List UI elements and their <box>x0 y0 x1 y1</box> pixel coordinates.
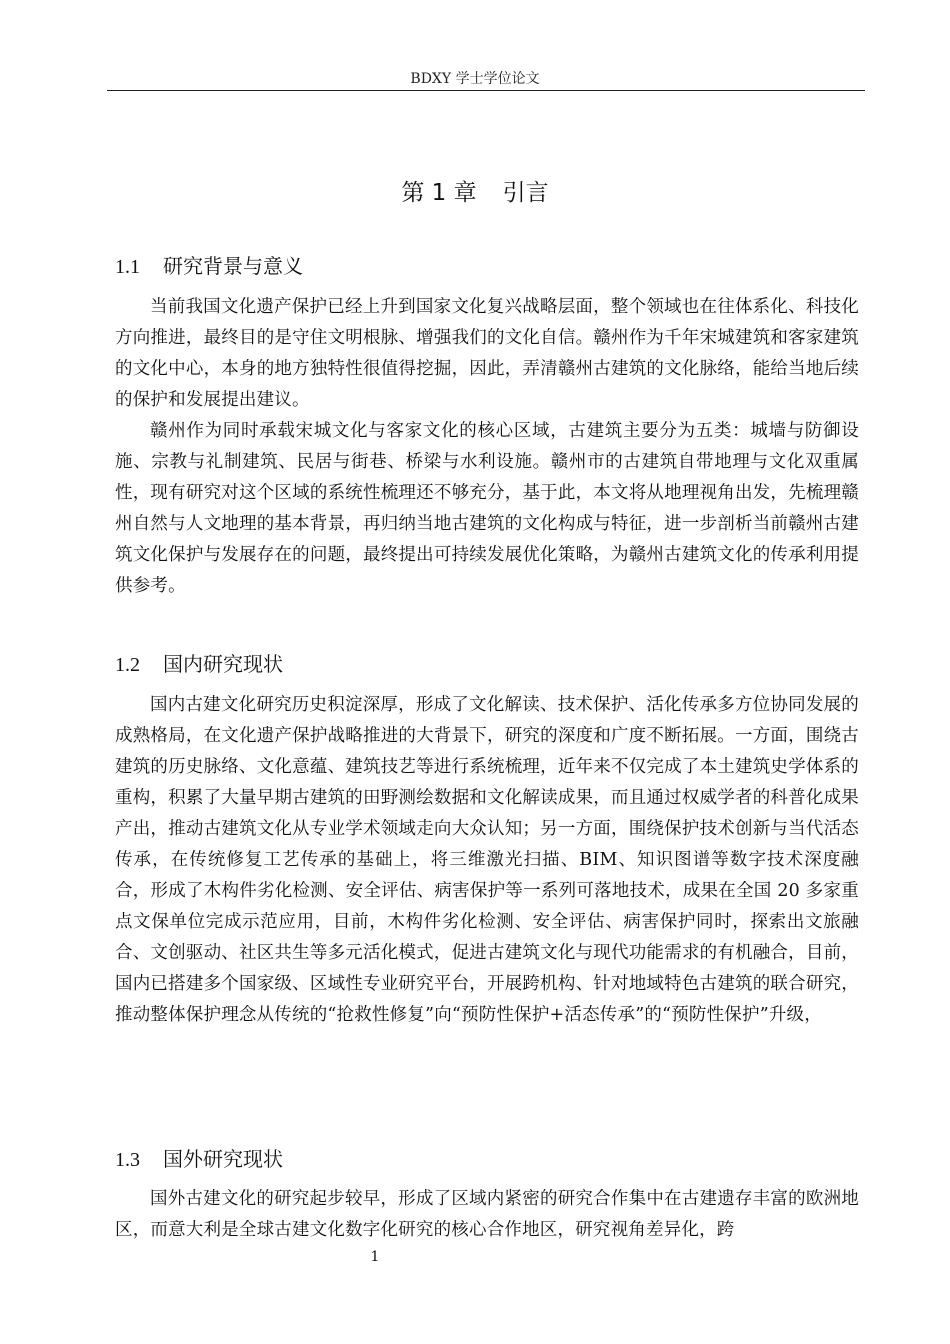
paragraph: 赣州作为同时承载宋城文化与客家文化的核心区域，古建筑主要分为五类：城墙与防御设施、宗教与礼制建筑、民居与街巷、桥梁与水利设施。赣州市的古建筑自带地理与文化双重属性，现有研究对这个区域的系统性梳理还不够充分，基于此，本文将从地理视角出发，先梳理赣州自然与人文地理的基本背景，再归纳当地古建筑的文化构成与特征，进一步剖析当前赣州古建筑文化保护与发展存在的问题，最终提出可持续发展优化策略，为赣州古建筑文化的传承利用提供参考。 <box>115 421 859 596</box>
section-heading-1-1 <box>115 253 303 280</box>
chapter-number: 第 1 章 <box>401 180 477 206</box>
section-heading-1-2 <box>115 651 283 678</box>
section-title-text: 国外研究现状 <box>163 1147 283 1171</box>
paragraph: 当前我国文化遗产保护已经上升到国家文化复兴战略层面，整个领域也在往体系化、科技化方向推进，最终目的是守住文明根脉、增强我们的文化自信。赣州作为千年宋城建筑和客家建筑的文化中心，本身的地方独特性很值得挖掘，因此，弄清赣州古建筑的文化脉络，能给当地后续的保护和发展提出建议。 <box>115 297 859 410</box>
section-title-text: 国内研究现状 <box>163 652 283 676</box>
section-number: 1.1 <box>115 256 140 278</box>
section-heading-1-3 <box>115 1146 283 1173</box>
chapter-name: 引言 <box>502 180 549 206</box>
chapter-title <box>0 178 950 208</box>
running-header: BDXY 学士学位论文 <box>410 71 540 87</box>
header-divider <box>107 90 865 91</box>
page-number: 1 <box>370 1249 380 1265</box>
paragraph: 国内古建文化研究历史积淀深厚，形成了文化解读、技术保护、活化传承多方位协同发展的成熟格局，在文化遗产保护战略推进的大背景下，研究的深度和广度不断拓展。一方面，围绕古建筑的历史脉络、文化意蕴、建筑技艺等进行系统梳理，近年来不仅完成了本土建筑史学体系的重构，积累了大量早期古建筑的田野测绘数据和文化解读成果，而且通过权威学者的科普化成果产出，推动古建筑文化从专业学术领域走向大众认知；另一方面，围绕保护技术创新与当代活态传承，在传统修复工艺传承的基础上，将三维激光扫描、BIM、知识图谱等数字技术深度融合，形成了木构件劣化检测、安全评估、病害保护等一系列可落地技术，成果在全国 20 多家重点文保单位完成示范应用，目前，木构件劣化检测、安全评估、病害保护同时，探索出文旅融合、文创驱动、社区共生等多元活化模式，促进古建筑文化与现代功能需求的有机融合，目前，国内已搭建多个国家级、区域性专业研究平台，开展跨机构、针对地域特色古建筑的联合研究，推动整体保护理念从传统的“抢救性修复”向“预防性保护+活态传承”的“预防性保护”升级， <box>115 695 859 1025</box>
section-title-text: 研究背景与意义 <box>163 254 303 278</box>
section-number: 1.3 <box>115 1149 140 1171</box>
section-number: 1.2 <box>115 654 140 676</box>
paragraph: 国外古建文化的研究起步较早，形成了区域内紧密的研究合作集中在古建遗存丰富的欧洲地区，而意大利是全球古建文化数字化研究的核心合作地区，研究视角差异化，跨 <box>115 1189 859 1240</box>
